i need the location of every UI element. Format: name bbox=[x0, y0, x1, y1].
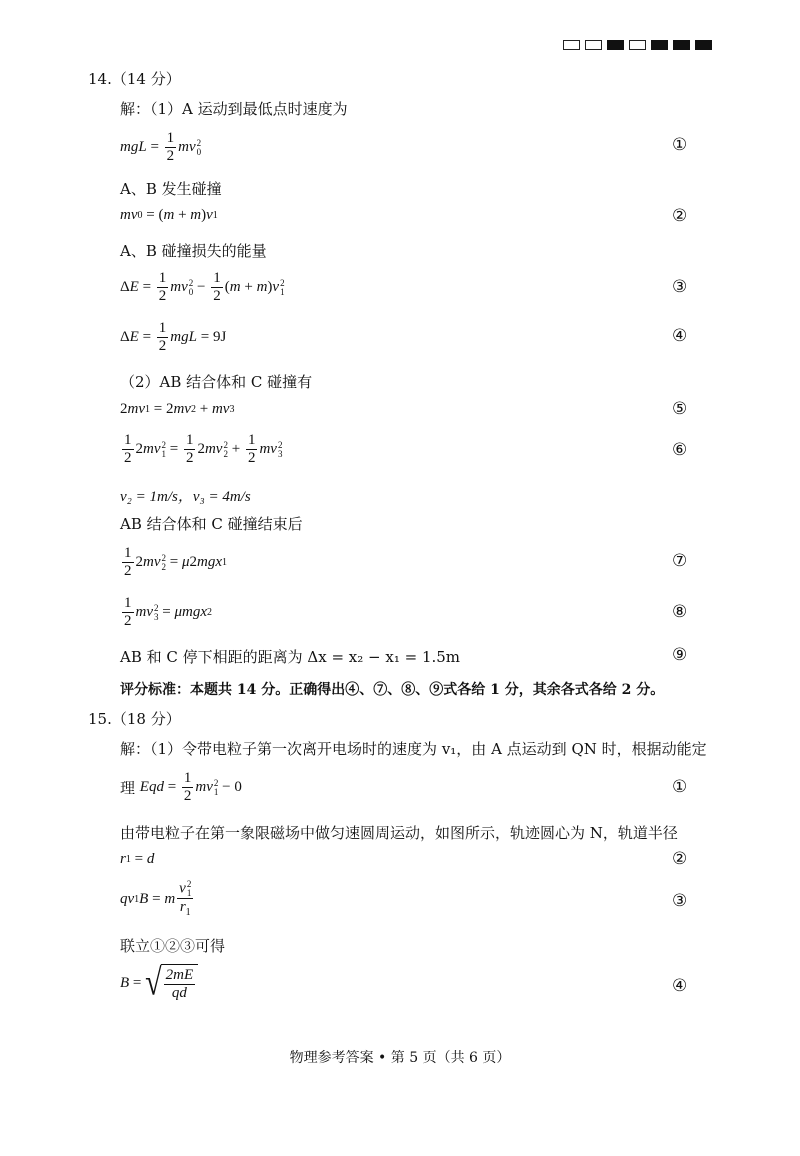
eq-number-1: ① bbox=[672, 135, 688, 155]
q15-eq3: qv 1 B = m v 2 1 $r_1$ bbox=[120, 879, 192, 918]
eq-number-9: ⑨ bbox=[672, 645, 688, 665]
header-mark bbox=[673, 40, 690, 50]
eq-number-5: ⑤ bbox=[672, 399, 688, 419]
q15-eq4: B = √ $\frac{2mE}{qd}$ bbox=[120, 964, 198, 1003]
q15-combine: 联立①②③可得 bbox=[120, 937, 226, 955]
eq-number-6: ⑥ bbox=[672, 440, 688, 460]
q14-heading: 14.（14 分） bbox=[88, 70, 181, 88]
header-mark bbox=[695, 40, 712, 50]
header-mark bbox=[563, 40, 580, 50]
eq-number-4: ④ bbox=[672, 976, 688, 996]
q15-circle: 由带电粒子在第一象限磁场中做匀速圆周运动，如图所示，轨迹圆心为 N，轨道半径 bbox=[120, 824, 678, 842]
q15-eq1: 理 Eqd = $\frac{1}{2}$ mv 2 1 − 0 bbox=[120, 770, 242, 805]
q14-eq4: Δ E = $\frac{1}{2}$ mgL = 9J bbox=[120, 320, 227, 355]
eq-number-8: ⑧ bbox=[672, 602, 688, 622]
q14-eq6: $\frac{1}{2}$ 2 mv 2 1 = $\frac{1}{2}$ 2 mv 2 2 + $\frac{1}{2}$ mv 2 3 bbox=[124, 432, 283, 467]
eq-number-2: ② bbox=[672, 206, 688, 226]
q14-eq3: Δ E = $\frac{1}{2}$ mv 2 0 − $\frac{1}{2}$ ( m + m ) v 2 1 bbox=[120, 270, 285, 305]
q14-scoring: 评分标准：本题共 14 分。正确得出④、⑦、⑧、⑨式各给 1 分，其余各式各给 2 分。 bbox=[120, 682, 665, 698]
eq-number-3: ③ bbox=[672, 277, 688, 297]
q14-result-v: v₂ = 1m/s，v₃ = 4m/s bbox=[120, 489, 251, 505]
q14-eq5: 2 mv 1 = 2 mv 2 + mv 3 bbox=[120, 401, 235, 417]
q14-eq8: $\frac{1}{2}$ mv 2 3 = μmgx 2 bbox=[124, 595, 212, 630]
q15-heading: 15.（18 分） bbox=[88, 710, 181, 728]
eq-number-2: ② bbox=[672, 849, 688, 869]
header-mark bbox=[607, 40, 624, 50]
q15-intro: 解：（1）令带电粒子第一次离开电场时的速度为 v₁，由 A 点运动到 QN 时，根据动能定 bbox=[120, 740, 707, 758]
q14-distance: AB 和 C 停下相距的距离为 Δx = x₂ − x₁ = 1.5m bbox=[120, 648, 461, 666]
eq-number-4: ④ bbox=[672, 326, 688, 346]
q14-intro: 解：（1）A 运动到最低点时速度为 bbox=[120, 100, 348, 118]
q14-loss: A、B 碰撞损失的能量 bbox=[120, 242, 267, 260]
q14-eq7: $\frac{1}{2}$ 2 mv 2 2 = μ 2 mgx 1 bbox=[124, 545, 227, 580]
eq-number-3: ③ bbox=[672, 891, 688, 911]
q14-collide: A、B 发生碰撞 bbox=[120, 180, 222, 198]
q15-eq2: r 1 = d bbox=[120, 851, 155, 867]
header-mark bbox=[585, 40, 602, 50]
q14-after: AB 结合体和 C 碰撞结束后 bbox=[120, 515, 303, 533]
eq-number-7: ⑦ bbox=[672, 551, 688, 571]
eq-number-1: ① bbox=[672, 777, 688, 797]
q14-part2: （2）AB 结合体和 C 碰撞有 bbox=[120, 373, 313, 391]
header-mark bbox=[651, 40, 668, 50]
q14-eq1: mgL = $\frac{1}{2}$ mv 2 0 bbox=[120, 130, 202, 165]
header-mark bbox=[629, 40, 646, 50]
q14-eq2: mv 0 = ( m + m ) v 1 bbox=[120, 207, 218, 223]
header-marks bbox=[563, 40, 712, 50]
page-footer: 物理参考答案 • 第 5 页（共 6 页） bbox=[289, 1050, 511, 1066]
